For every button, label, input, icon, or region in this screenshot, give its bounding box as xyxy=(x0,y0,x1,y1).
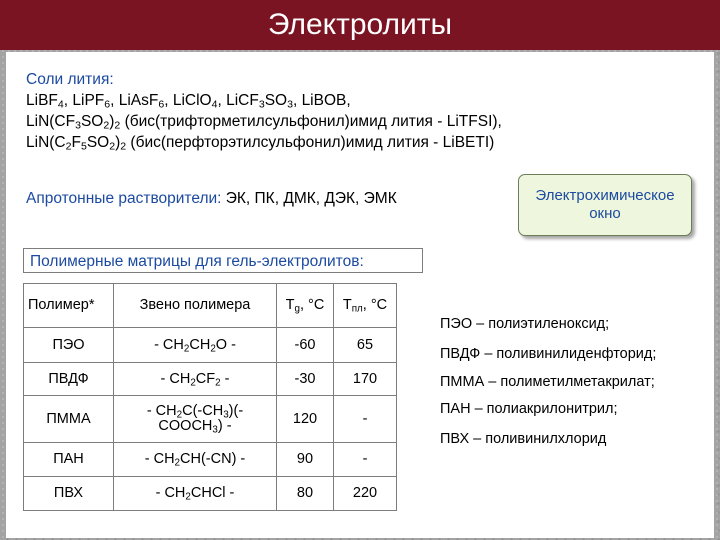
polymer-name: ПММА xyxy=(24,396,114,443)
polymer-tm: - xyxy=(334,443,397,477)
legend-item: ПММА – полиметилметакрилат; xyxy=(440,374,655,390)
solvents-list: ЭК, ПК, ДМК, ДЭК, ЭМК xyxy=(221,190,397,207)
legend-item: ПВДФ – поливинилиденфторид; xyxy=(440,346,657,362)
salts-line-3: $LiN(C_2F_5SO_2)_2$ (бис(перфторэтилсульфонил)имид лития - LiBETI) xyxy=(26,134,495,153)
table-row xyxy=(24,443,397,477)
tm-unit: , °C xyxy=(362,297,388,313)
header-polymer: Полимер* xyxy=(24,284,114,328)
solvents-line xyxy=(26,190,397,208)
polymer-unit: - $CH_2CF_2$ - xyxy=(114,363,277,396)
polymer-name: ПАН xyxy=(24,443,114,477)
polymer-tg: 80 xyxy=(277,477,334,511)
polymer-name: ПЭО xyxy=(24,328,114,363)
legend-item: ПАН – полиакрилонитрил; xyxy=(440,401,618,417)
polymer-tm: 170 xyxy=(334,363,397,396)
legend-item: ПЭО – полиэтиленоксид; xyxy=(440,316,610,332)
polymer-unit: - $CH_2CH(-CN)$ - xyxy=(114,443,277,477)
table-row xyxy=(24,363,397,396)
polymer-tm: 65 xyxy=(334,328,397,363)
electrochemical-window-callout xyxy=(518,174,692,236)
slide-content xyxy=(6,52,714,538)
salts-line-1: LiBF$_4$, LiPF$_6$, LiAsF$_6$, LiClO$_4$, $LiCF_3SO_3$, LiBOB, xyxy=(26,92,351,111)
polymer-name: ПВХ xyxy=(24,477,114,511)
tm-subscript: пл xyxy=(351,303,363,315)
polymer-table xyxy=(23,283,397,511)
polymer-unit: - $CH_2C(-CH_3)(-$ $COOCH_3$) - xyxy=(114,396,277,443)
lithium-salts-heading: Соли лития: xyxy=(26,71,114,88)
slide-title: Электролиты xyxy=(267,8,453,41)
polymer-matrices-heading: Полимерные матрицы для гель-электролитов: xyxy=(23,248,423,273)
salts-line-2: $LiN(CF_3SO_2)_2$ (бис(трифторметилсульфонил)имид лития - LiTFSI), xyxy=(26,113,502,132)
table-row xyxy=(24,477,397,511)
polymer-tg: -30 xyxy=(277,363,334,396)
polymer-unit: - $CH_2CH_2O$ - xyxy=(114,328,277,363)
legend-item: ПВХ – поливинилхлорид xyxy=(440,431,607,447)
tm-symbol: T xyxy=(342,297,352,313)
callout-line-2: окно xyxy=(589,205,621,222)
header-tm xyxy=(334,284,397,328)
lithium-salts-block xyxy=(26,69,502,153)
table-row xyxy=(24,328,397,363)
callout-line-1: Электрохимическое xyxy=(535,187,675,204)
header-tg xyxy=(277,284,334,328)
polymer-tg: 120 xyxy=(277,396,334,443)
polymer-tg: 90 xyxy=(277,443,334,477)
polymer-name: ПВДФ xyxy=(24,363,114,396)
table-header-row xyxy=(24,284,397,328)
table-row xyxy=(24,396,397,443)
tg-subscript: g xyxy=(294,303,300,315)
tg-unit: , °C xyxy=(300,297,325,313)
polymer-tm: 220 xyxy=(334,477,397,511)
polymer-unit: - $CH_2CHCl$ - xyxy=(114,477,277,511)
solvents-label: Апротонные растворители: xyxy=(26,190,222,207)
polymer-tg: -60 xyxy=(277,328,334,363)
header-unit: Звено полимера xyxy=(114,284,277,328)
polymer-tm: - xyxy=(334,396,397,443)
tg-symbol: T xyxy=(285,297,295,313)
